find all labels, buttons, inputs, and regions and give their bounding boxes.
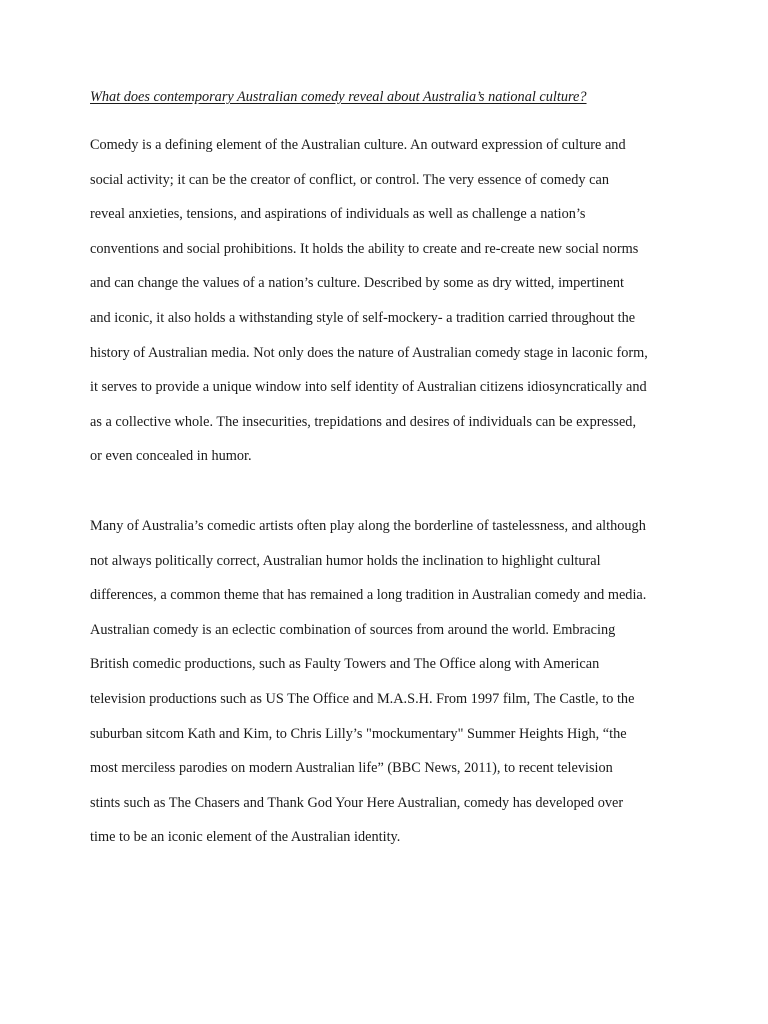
paragraph-line: history of Australian media. Not only does the nature of Australian comedy stage in laconic form, [90, 344, 648, 361]
paragraph-line: Australian comedy is an eclectic combination of sources from around the world. Embracing [90, 621, 616, 638]
paragraph-line: Comedy is a defining element of the Australian culture. An outward expression of culture and [90, 137, 626, 153]
paragraph-line: or even concealed in humor. [90, 448, 252, 465]
paragraph-line: and iconic, it also holds a withstanding style of self-mockery- a tradition carried throughout the [90, 309, 636, 326]
paragraph-line: Many of Australia’s comedic artists often play along the borderline of tastelessness, and although [90, 518, 646, 534]
paragraph-line: it serves to provide a unique window into self identity of Australian citizens idiosyncratically and [90, 379, 647, 396]
essay-title: What does contemporary Australian comedy reveal about Australia’s national culture? [90, 89, 587, 105]
paragraph-line: as a collective whole. The insecurities, trepidations and desires of individuals can be expressed, [90, 413, 637, 430]
paragraph-line: and can change the values of a nation’s culture. Described by some as dry witted, impertinent [90, 275, 624, 292]
paragraph-2 [90, 509, 690, 855]
paragraph-line: television productions such as US The Office and M.A.S.H. From 1997 film, The Castle, to the [90, 690, 635, 707]
paragraph-line: not always politically correct, Australian humor holds the inclination to highlight cultural [90, 552, 601, 569]
paragraph-1 [90, 128, 690, 474]
paragraph-line: reveal anxieties, tensions, and aspirations of individuals as well as challenge a nation’s [90, 206, 586, 223]
paragraph-line: most merciless parodies on modern Australian life” (BBC News, 2011), to recent television [90, 760, 613, 777]
paragraph-line: conventions and social prohibitions. It holds the ability to create and re-create new social norms [90, 240, 639, 257]
paragraph-line: suburban sitcom Kath and Kim, to Chris Lilly’s "mockumentary" Summer Heights High, “the [90, 725, 627, 742]
paragraph-line: social activity; it can be the creator of conflict, or control. The very essence of comedy can [90, 171, 609, 188]
paragraph-line: British comedic productions, such as Faulty Towers and The Office along with American [90, 656, 600, 673]
paragraph-line: time to be an iconic element of the Australian identity. [90, 829, 401, 846]
paragraph-line: differences, a common theme that has remained a long tradition in Australian comedy and media. [90, 587, 647, 604]
paragraph-line: stints such as The Chasers and Thank God Your Here Australian, comedy has developed over [90, 794, 624, 811]
